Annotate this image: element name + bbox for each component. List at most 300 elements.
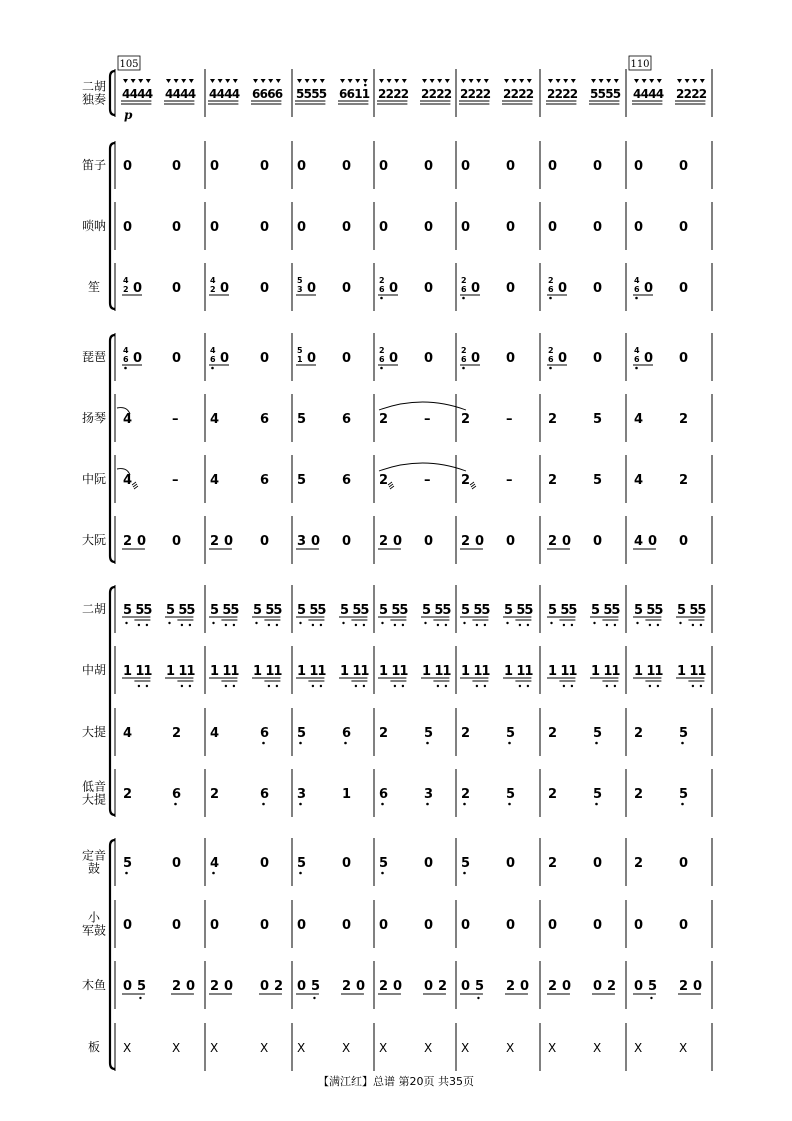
low-octave-dot bbox=[681, 742, 684, 745]
note: 2 bbox=[379, 726, 389, 741]
note: 6 bbox=[342, 726, 352, 741]
accent-mark bbox=[649, 79, 654, 83]
tie-arc bbox=[379, 463, 466, 471]
note: 1 bbox=[123, 664, 133, 679]
accent-mark bbox=[387, 79, 392, 83]
measure bbox=[633, 664, 706, 687]
accent-mark bbox=[394, 79, 399, 83]
note: 0 bbox=[223, 979, 233, 994]
note: 1 bbox=[434, 664, 444, 679]
note: 5 bbox=[524, 603, 534, 618]
note: 0 bbox=[220, 281, 230, 296]
accent-mark bbox=[430, 79, 435, 83]
note: 2 bbox=[273, 979, 283, 994]
measure bbox=[122, 276, 181, 296]
instrument-name-cello bbox=[82, 724, 106, 739]
note: 0 bbox=[210, 918, 220, 933]
accent-mark bbox=[700, 79, 705, 83]
measure bbox=[461, 787, 515, 805]
note: 0 bbox=[548, 918, 558, 933]
note: 2 bbox=[679, 979, 689, 994]
low-octave-dot bbox=[268, 685, 270, 687]
chord-upper: 2 bbox=[379, 346, 385, 355]
measure bbox=[296, 276, 351, 296]
note: 5 bbox=[590, 87, 599, 101]
accent-mark bbox=[233, 79, 238, 83]
low-octave-dot bbox=[700, 624, 702, 626]
note: 6 bbox=[260, 787, 270, 802]
note: 1 bbox=[646, 664, 656, 679]
low-octave-dot bbox=[402, 624, 404, 626]
low-octave-dot bbox=[225, 624, 227, 626]
accent-mark bbox=[469, 79, 474, 83]
staff-daruan bbox=[122, 534, 688, 549]
note: 4 bbox=[123, 412, 133, 427]
note: 5 bbox=[391, 603, 401, 618]
note: 1 bbox=[186, 664, 196, 679]
low-octave-dot bbox=[606, 685, 608, 687]
measure bbox=[379, 726, 433, 744]
staff-yangqin bbox=[123, 412, 688, 427]
note: 1 bbox=[135, 664, 145, 679]
measure bbox=[297, 1041, 350, 1055]
measure bbox=[295, 79, 370, 104]
measure bbox=[297, 473, 351, 488]
tremolo-mark bbox=[132, 482, 138, 489]
note: 2 bbox=[548, 534, 558, 549]
note: 4 bbox=[216, 87, 225, 101]
low-octave-dot bbox=[394, 624, 396, 626]
measure bbox=[297, 159, 351, 174]
accent-mark bbox=[484, 79, 489, 83]
note: 2 bbox=[691, 87, 700, 101]
low-octave-dot bbox=[262, 803, 265, 806]
instrument-name-yangqin bbox=[82, 410, 106, 425]
note: 5 bbox=[593, 473, 603, 488]
accent-mark bbox=[131, 79, 136, 83]
note: 2 bbox=[679, 412, 689, 427]
low-octave-dot bbox=[527, 685, 529, 687]
note: 5 bbox=[461, 856, 471, 871]
accent-mark bbox=[379, 79, 384, 83]
note: X bbox=[342, 1041, 351, 1055]
measure bbox=[548, 473, 602, 488]
low-octave-dot bbox=[484, 685, 486, 687]
note: 1 bbox=[379, 664, 389, 679]
measure bbox=[461, 726, 515, 744]
accent-mark bbox=[174, 79, 179, 83]
note: 1 bbox=[654, 664, 664, 679]
accent-mark bbox=[225, 79, 230, 83]
note: 0 bbox=[593, 159, 603, 174]
measure bbox=[379, 918, 433, 933]
note: 6 bbox=[252, 87, 261, 101]
instrument-name-suona bbox=[82, 218, 106, 233]
chord-lower: 6 bbox=[548, 285, 554, 294]
note: 2 bbox=[698, 87, 708, 101]
note: 0 bbox=[172, 918, 182, 933]
note: 5 bbox=[166, 603, 176, 618]
note: 6 bbox=[339, 87, 348, 101]
note: 6 bbox=[274, 87, 284, 101]
note: 0 bbox=[679, 281, 689, 296]
note: 5 bbox=[697, 603, 707, 618]
note: X bbox=[210, 1041, 219, 1055]
note: 0 bbox=[506, 918, 516, 933]
measure bbox=[209, 346, 269, 369]
note: 0 bbox=[379, 220, 389, 235]
staff-zhonghu bbox=[122, 664, 706, 687]
measure bbox=[378, 664, 451, 687]
measure bbox=[633, 979, 702, 999]
note: 0 bbox=[342, 281, 352, 296]
note: 1 bbox=[399, 664, 409, 679]
note: 5 bbox=[143, 603, 153, 618]
accent-mark bbox=[138, 79, 143, 83]
note: 0 bbox=[548, 159, 558, 174]
chord-lower: 2 bbox=[123, 285, 129, 294]
note: 1 bbox=[560, 664, 570, 679]
instrument-name-text: 中阮 bbox=[81, 472, 107, 486]
note: – bbox=[506, 473, 513, 488]
note: 2 bbox=[461, 412, 471, 427]
staff-timpani bbox=[123, 856, 688, 874]
accent-mark bbox=[261, 79, 266, 83]
chord-upper: 2 bbox=[379, 276, 385, 285]
note: 0 bbox=[679, 856, 689, 871]
low-octave-dot bbox=[635, 297, 638, 300]
measure bbox=[379, 412, 431, 427]
instrument-name-text: 大阮 bbox=[81, 533, 107, 547]
measure bbox=[123, 726, 181, 741]
note: 5 bbox=[399, 603, 409, 618]
note: X bbox=[634, 1041, 643, 1055]
measure bbox=[548, 412, 602, 427]
low-octave-dot bbox=[681, 803, 684, 806]
note: 5 bbox=[506, 787, 516, 802]
note: 1 bbox=[677, 664, 687, 679]
measure bbox=[296, 346, 351, 366]
note: 2 bbox=[378, 87, 387, 101]
note: 2 bbox=[548, 473, 558, 488]
note: 1 bbox=[166, 664, 176, 679]
chord-upper: 2 bbox=[548, 276, 554, 285]
measure bbox=[123, 220, 181, 235]
accent-mark bbox=[476, 79, 481, 83]
low-octave-dot bbox=[381, 872, 384, 875]
note: 5 bbox=[612, 87, 622, 101]
measure bbox=[634, 473, 688, 488]
measure bbox=[460, 664, 533, 687]
low-octave-dot bbox=[426, 803, 429, 806]
staff-ban bbox=[123, 1041, 687, 1055]
note: 2 bbox=[210, 979, 220, 994]
staff-erhu bbox=[122, 603, 706, 626]
accent-mark bbox=[218, 79, 223, 83]
note: 5 bbox=[679, 726, 689, 741]
note: 5 bbox=[647, 979, 657, 994]
note: 0 bbox=[506, 534, 516, 549]
staff-erhu-solo bbox=[121, 79, 707, 104]
note: – bbox=[172, 473, 179, 488]
note: 2 bbox=[342, 979, 352, 994]
instrument-name-text: 定音 bbox=[81, 848, 107, 863]
low-octave-dot bbox=[255, 622, 257, 624]
measure bbox=[379, 473, 431, 489]
note: 4 bbox=[180, 87, 189, 101]
low-octave-dot bbox=[189, 624, 191, 626]
low-octave-dot bbox=[700, 685, 702, 687]
note: 5 bbox=[273, 603, 283, 618]
note: 0 bbox=[424, 351, 434, 366]
low-octave-dot bbox=[519, 624, 521, 626]
measure bbox=[210, 856, 269, 874]
measure bbox=[633, 346, 688, 369]
note: 2 bbox=[385, 87, 394, 101]
chord-lower: 3 bbox=[297, 285, 303, 294]
note: 0 bbox=[679, 534, 689, 549]
note: 0 bbox=[471, 351, 481, 366]
note: 5 bbox=[506, 726, 516, 741]
measure bbox=[633, 276, 688, 299]
note: 2 bbox=[676, 87, 685, 101]
note: 0 bbox=[260, 534, 270, 549]
note: 0 bbox=[342, 534, 352, 549]
note: 5 bbox=[210, 603, 220, 618]
instrument-name-erhu-solo bbox=[82, 79, 106, 107]
note: 0 bbox=[342, 856, 352, 871]
low-octave-dot bbox=[380, 297, 383, 300]
measure bbox=[123, 473, 179, 489]
measure bbox=[296, 603, 369, 626]
accent-mark bbox=[657, 79, 662, 83]
instrument-name-text: 中胡 bbox=[81, 663, 107, 677]
note: 5 bbox=[222, 603, 232, 618]
note: 0 bbox=[172, 159, 182, 174]
low-octave-dot bbox=[233, 624, 235, 626]
note: 0 bbox=[355, 979, 365, 994]
note: 5 bbox=[548, 603, 558, 618]
note: 4 bbox=[122, 87, 131, 101]
measure bbox=[634, 1041, 687, 1055]
note: 4 bbox=[129, 87, 138, 101]
note: 0 bbox=[424, 918, 434, 933]
low-octave-dot bbox=[614, 624, 616, 626]
note: 5 bbox=[593, 412, 603, 427]
measure bbox=[548, 220, 602, 235]
chord-upper: 5 bbox=[297, 276, 303, 285]
measure bbox=[123, 159, 181, 174]
low-octave-dot bbox=[476, 624, 478, 626]
low-octave-dot bbox=[426, 742, 429, 745]
chord-upper: 4 bbox=[123, 276, 129, 285]
instrument-name-text: 笛子 bbox=[81, 158, 107, 172]
measure bbox=[548, 856, 602, 871]
low-octave-dot bbox=[462, 367, 465, 370]
note: 0 bbox=[424, 281, 434, 296]
low-octave-dot bbox=[650, 997, 652, 999]
low-octave-dot bbox=[508, 803, 511, 806]
measure bbox=[547, 346, 602, 369]
note: 1 bbox=[265, 664, 275, 679]
note: 0 bbox=[172, 220, 182, 235]
measure bbox=[209, 534, 269, 549]
note: 0 bbox=[172, 281, 182, 296]
note: 5 bbox=[424, 726, 434, 741]
note: 2 bbox=[525, 87, 535, 101]
low-octave-dot bbox=[276, 685, 278, 687]
chord-lower: 6 bbox=[379, 285, 385, 294]
measure bbox=[634, 220, 688, 235]
note: 4 bbox=[231, 87, 241, 101]
note: X bbox=[172, 1041, 181, 1055]
note: 0 bbox=[123, 918, 133, 933]
measure bbox=[209, 603, 282, 626]
staff-suona bbox=[123, 220, 688, 235]
note: 2 bbox=[547, 87, 556, 101]
note: 1 bbox=[297, 664, 307, 679]
note: 5 bbox=[422, 603, 432, 618]
note: 4 bbox=[210, 726, 220, 741]
accent-mark bbox=[181, 79, 186, 83]
low-octave-dot bbox=[571, 624, 573, 626]
low-octave-dot bbox=[146, 685, 148, 687]
note: 5 bbox=[679, 787, 689, 802]
note: 5 bbox=[461, 603, 471, 618]
accent-mark bbox=[348, 79, 353, 83]
chord-upper: 4 bbox=[634, 276, 640, 285]
note: 5 bbox=[634, 603, 644, 618]
low-octave-dot bbox=[211, 367, 214, 370]
instrument-name-pipa bbox=[82, 350, 106, 364]
note: 0 bbox=[424, 856, 434, 871]
note: 1 bbox=[352, 664, 362, 679]
instrument-name-ban bbox=[88, 1039, 100, 1054]
note: 0 bbox=[424, 534, 434, 549]
note: 2 bbox=[461, 726, 471, 741]
accent-mark bbox=[253, 79, 258, 83]
note: 2 bbox=[460, 87, 469, 101]
note: 5 bbox=[434, 603, 444, 618]
low-octave-dot bbox=[276, 624, 278, 626]
low-octave-dot bbox=[437, 624, 439, 626]
low-octave-dot bbox=[595, 742, 598, 745]
low-octave-dot bbox=[380, 367, 383, 370]
note: 5 bbox=[310, 979, 320, 994]
note: 5 bbox=[303, 87, 312, 101]
low-octave-dot bbox=[484, 624, 486, 626]
accent-mark bbox=[642, 79, 647, 83]
note: 2 bbox=[482, 87, 492, 101]
note: 1 bbox=[422, 664, 432, 679]
note: 4 bbox=[123, 473, 133, 488]
note: 6 bbox=[342, 412, 352, 427]
note: 0 bbox=[471, 281, 481, 296]
note: 0 bbox=[342, 220, 352, 235]
note: 5 bbox=[309, 603, 319, 618]
measure bbox=[297, 856, 351, 874]
note: 5 bbox=[178, 603, 188, 618]
note: 2 bbox=[606, 979, 616, 994]
note: 5 bbox=[297, 603, 307, 618]
low-octave-dot bbox=[606, 624, 608, 626]
low-octave-dot bbox=[146, 624, 148, 626]
tremolo-mark bbox=[470, 482, 476, 489]
low-octave-dot bbox=[124, 367, 127, 370]
note: 2 bbox=[634, 726, 644, 741]
note: 0 bbox=[561, 534, 571, 549]
note: 1 bbox=[391, 664, 401, 679]
accent-mark bbox=[210, 79, 215, 83]
accent-mark bbox=[634, 79, 639, 83]
note: 0 bbox=[506, 159, 516, 174]
low-octave-dot bbox=[381, 803, 384, 806]
note: 1 bbox=[273, 664, 283, 679]
measure bbox=[378, 276, 433, 299]
note: 4 bbox=[648, 87, 657, 101]
low-octave-dot bbox=[506, 622, 508, 624]
instrument-name-text: 大提 bbox=[81, 725, 107, 739]
note: 0 bbox=[424, 979, 434, 994]
note: 0 bbox=[548, 220, 558, 235]
note: – bbox=[172, 412, 179, 427]
low-octave-dot bbox=[138, 685, 140, 687]
instrument-name-text: 军鼓 bbox=[81, 923, 107, 938]
note: 1 bbox=[360, 664, 370, 679]
measure bbox=[379, 220, 433, 235]
note: 0 bbox=[389, 351, 399, 366]
instrument-name-text: 二胡 bbox=[81, 602, 107, 616]
note: 0 bbox=[461, 159, 471, 174]
chord-lower: 6 bbox=[461, 285, 467, 294]
note: 0 bbox=[593, 918, 603, 933]
note: 1 bbox=[178, 664, 188, 679]
note: 5 bbox=[135, 603, 145, 618]
note: 0 bbox=[593, 281, 603, 296]
measure bbox=[460, 346, 515, 369]
note: 1 bbox=[591, 664, 601, 679]
rehearsal-mark-label: 105 bbox=[119, 59, 139, 70]
note: 0 bbox=[424, 159, 434, 174]
note: 1 bbox=[634, 664, 644, 679]
note: 0 bbox=[593, 534, 603, 549]
measure bbox=[548, 787, 602, 805]
chord-lower: 6 bbox=[461, 355, 467, 364]
low-octave-dot bbox=[657, 624, 659, 626]
note: 1 bbox=[689, 664, 699, 679]
measure bbox=[379, 787, 433, 805]
measure bbox=[461, 159, 515, 174]
note: 5 bbox=[568, 603, 578, 618]
measure bbox=[122, 664, 195, 687]
measure bbox=[377, 79, 452, 104]
note: 0 bbox=[307, 351, 317, 366]
note: 0 bbox=[260, 351, 270, 366]
note: 6 bbox=[260, 726, 270, 741]
accent-mark bbox=[606, 79, 611, 83]
chord-upper: 4 bbox=[210, 276, 216, 285]
measure bbox=[633, 603, 706, 626]
accent-mark bbox=[123, 79, 128, 83]
note: 0 bbox=[379, 918, 389, 933]
low-octave-dot bbox=[212, 622, 214, 624]
note: X bbox=[548, 1041, 557, 1055]
note: 4 bbox=[210, 856, 220, 871]
measure bbox=[209, 664, 282, 687]
note: 2 bbox=[634, 787, 644, 802]
note: – bbox=[424, 473, 431, 488]
note: 0 bbox=[506, 856, 516, 871]
